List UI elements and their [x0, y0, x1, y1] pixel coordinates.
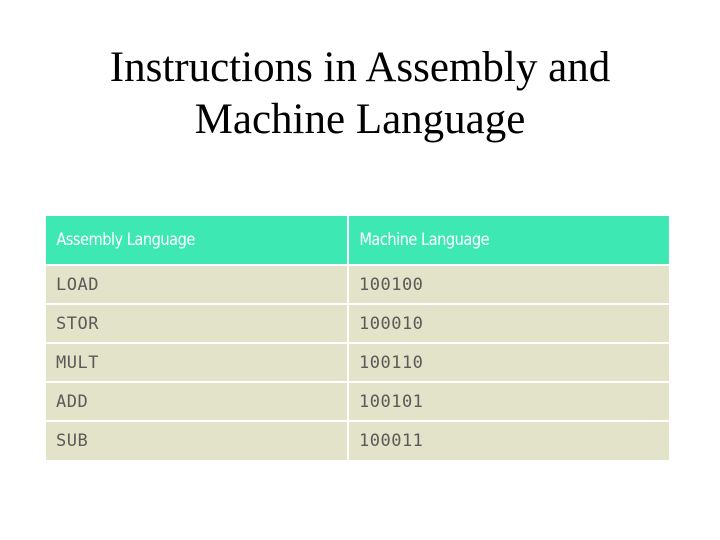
column-header-assembly: Assembly Language [46, 216, 347, 264]
assembly-cell: ADD [46, 383, 347, 420]
table-header-row [46, 216, 669, 264]
assembly-cell: MULT [46, 344, 347, 381]
assembly-cell: LOAD [46, 266, 347, 303]
machine-cell: 100010 [349, 305, 669, 342]
table-row [46, 422, 669, 460]
assembly-cell: STOR [46, 305, 347, 342]
table-row [46, 305, 669, 342]
table-row [46, 383, 669, 420]
column-header-machine: Machine Language [349, 216, 669, 264]
machine-cell: 100101 [349, 383, 669, 420]
slide-title [0, 42, 720, 146]
instruction-table [46, 216, 669, 460]
machine-cell: 100011 [349, 422, 669, 460]
table-row [46, 344, 669, 381]
machine-cell: 100100 [349, 266, 669, 303]
machine-cell: 100110 [349, 344, 669, 381]
slide-title-line-2: Machine Language [194, 96, 526, 143]
table-row [46, 266, 669, 303]
assembly-cell: SUB [46, 422, 347, 460]
slide-title-line-1: Instructions in Assembly and [109, 44, 611, 91]
